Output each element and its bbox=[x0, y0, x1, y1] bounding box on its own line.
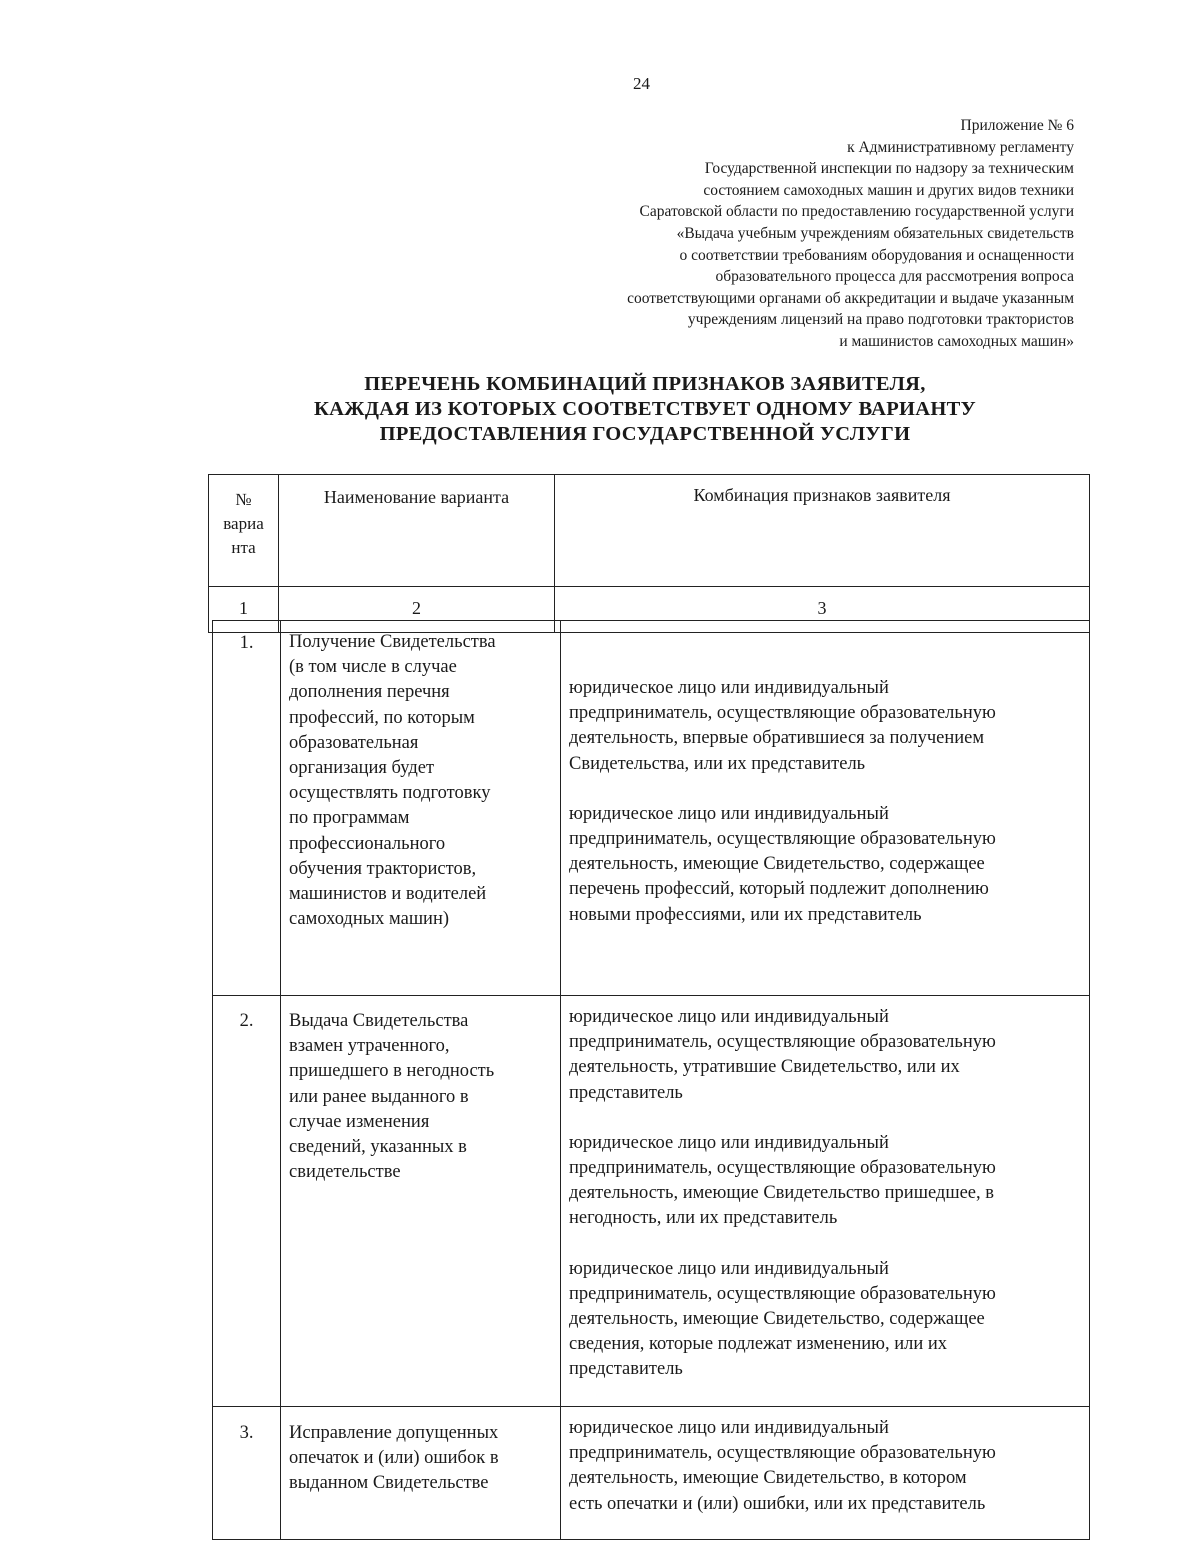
combination-line: Свидетельства, или их представитель bbox=[569, 753, 866, 774]
combination-line: юридическое лицо или индивидуальный bbox=[569, 803, 889, 824]
variant-number: 2. bbox=[213, 996, 281, 1407]
combination-line: деятельность, имеющие Свидетельство пришедшее, в bbox=[569, 1183, 994, 1204]
combination-line: новыми профессиями, или их представитель bbox=[569, 904, 922, 925]
page-number: 24 bbox=[633, 74, 650, 93]
combination-line: сведения, которые подлежат изменению, или их bbox=[569, 1334, 948, 1355]
header-no-line: нта bbox=[231, 538, 256, 557]
name-line: обучения трактористов, bbox=[289, 858, 477, 879]
combination-line: деятельность, имеющие Свидетельство, в котором bbox=[569, 1468, 967, 1489]
applicant-combinations bbox=[561, 621, 1090, 996]
header-variant-number bbox=[209, 475, 279, 587]
name-line: свидетельстве bbox=[289, 1162, 401, 1183]
column-number: 3 bbox=[555, 587, 1090, 633]
name-line: по программам bbox=[289, 808, 410, 829]
applicant-combinations bbox=[561, 1407, 1090, 1540]
combination-line: перечень профессий, который подлежит дополнению bbox=[569, 879, 989, 900]
combination-line: деятельность, имеющие Свидетельство, содержащее bbox=[569, 1309, 985, 1330]
name-line: или ранее выданного в bbox=[289, 1086, 469, 1107]
table-row bbox=[213, 1407, 1090, 1540]
combination-line: предприниматель, осуществляющие образовательную bbox=[569, 1158, 996, 1179]
name-line: организация будет bbox=[289, 758, 435, 779]
applicant-combinations bbox=[561, 996, 1090, 1407]
combination-line: предприниматель, осуществляющие образовательную bbox=[569, 703, 996, 724]
name-line: (в том числе в случае bbox=[289, 657, 457, 678]
appendix-line: Приложение № 6 bbox=[960, 117, 1074, 134]
name-line: случае изменения bbox=[289, 1111, 430, 1132]
combination-line: представитель bbox=[569, 1082, 683, 1103]
appendix-line: соответствующими органами об аккредитации и выдаче указанным bbox=[627, 289, 1074, 307]
combination-line: предприниматель, осуществляющие образовательную bbox=[569, 1283, 996, 1304]
variant-name bbox=[281, 1407, 561, 1540]
name-line: сведений, указанных в bbox=[289, 1137, 467, 1158]
appendix-line: о соответствии требованиям оборудования и оснащенности bbox=[679, 246, 1074, 264]
table-row bbox=[213, 996, 1090, 1407]
name-line: Исправление допущенных bbox=[289, 1423, 499, 1443]
variant-number: 3. bbox=[213, 1407, 281, 1540]
combination-line: юридическое лицо или индивидуальный bbox=[569, 1132, 889, 1153]
combination-line: юридическое лицо или индивидуальный bbox=[569, 678, 889, 698]
name-line: Выдача Свидетельства bbox=[289, 1011, 469, 1031]
combination-line: предприниматель, осуществляющие образовательную bbox=[569, 1032, 996, 1053]
name-line: опечаток и (или) ошибок в bbox=[289, 1448, 499, 1469]
combination-line: юридическое лицо или индивидуальный bbox=[569, 1418, 889, 1438]
name-line: самоходных машин) bbox=[289, 909, 450, 930]
header-row bbox=[209, 475, 1090, 587]
appendix-line: состоянием самоходных машин и других видов техники bbox=[703, 181, 1074, 199]
combination-line: негодность, или их представитель bbox=[569, 1208, 838, 1229]
combination-line: деятельность, утратившие Свидетельство, или их bbox=[569, 1057, 960, 1078]
appendix-reference bbox=[454, 115, 1074, 353]
title-line: ПЕРЕЧЕНЬ КОМБИНАЦИЙ ПРИЗНАКОВ ЗАЯВИТЕЛЯ, bbox=[364, 373, 926, 395]
appendix-line: учреждениям лицензий на право подготовки трактористов bbox=[687, 311, 1074, 329]
document-title bbox=[0, 372, 1200, 447]
combination-item bbox=[569, 1257, 1083, 1383]
combination-line: деятельность, впервые обратившиеся за получением bbox=[569, 728, 985, 749]
name-line: выданном Свидетельстве bbox=[289, 1473, 489, 1494]
appendix-line: Саратовской области по предоставлению государственной услуги bbox=[639, 203, 1074, 221]
name-line: пришедшего в негодность bbox=[289, 1061, 495, 1082]
appendix-line: и машинистов самоходных машин» bbox=[839, 332, 1074, 350]
title-line: ПРЕДОСТАВЛЕНИЯ ГОСУДАРСТВЕННОЙ УСЛУГИ bbox=[379, 423, 911, 445]
name-line: профессий, по которым bbox=[289, 707, 475, 728]
title-line: КАЖДАЯ ИЗ КОТОРЫХ СООТВЕТСТВУЕТ ОДНОМУ ВАРИАНТУ bbox=[314, 398, 976, 420]
name-line: осуществлять подготовку bbox=[289, 783, 491, 804]
variant-name bbox=[281, 621, 561, 996]
combination-line: юридическое лицо или индивидуальный bbox=[569, 1007, 889, 1027]
column-number: 1 bbox=[209, 587, 279, 633]
combination-item bbox=[569, 1131, 1083, 1232]
table-header bbox=[208, 474, 1090, 633]
header-no-line: вариа bbox=[223, 514, 264, 533]
combination-item bbox=[569, 802, 1083, 928]
combination-line: есть опечатки и (или) ошибки, или их представитель bbox=[569, 1493, 986, 1514]
combination-line: юридическое лицо или индивидуальный bbox=[569, 1258, 889, 1279]
name-line: взамен утраченного, bbox=[289, 1036, 450, 1057]
combination-line: деятельность, имеющие Свидетельство, содержащее bbox=[569, 854, 985, 875]
variants-table bbox=[212, 620, 1090, 1540]
column-number: 2 bbox=[279, 587, 555, 633]
appendix-line: «Выдача учебным учреждениям обязательных свидетельств bbox=[676, 224, 1074, 242]
combination-line: предприниматель, осуществляющие образовательную bbox=[569, 829, 996, 850]
appendix-line: к Административному регламенту bbox=[847, 138, 1074, 156]
name-line: профессионального bbox=[289, 833, 446, 854]
combination-item bbox=[569, 1416, 1083, 1517]
combination-item bbox=[569, 1005, 1083, 1106]
combination-line: представитель bbox=[569, 1359, 683, 1380]
header-combination: Комбинация признаков заявителя bbox=[555, 475, 1090, 587]
table-row bbox=[213, 621, 1090, 996]
combination-line: предприниматель, осуществляющие образовательную bbox=[569, 1443, 996, 1464]
name-line: машинистов и водителей bbox=[289, 884, 487, 905]
header-no-line: № bbox=[235, 490, 252, 509]
name-line: образовательная bbox=[289, 732, 419, 753]
header-variant-name: Наименование варианта bbox=[279, 475, 555, 587]
variant-name bbox=[281, 996, 561, 1407]
name-line: дополнения перечня bbox=[289, 682, 450, 703]
appendix-line: Государственной инспекции по надзору за техническим bbox=[704, 160, 1074, 178]
appendix-line: образовательного процесса для рассмотрения вопроса bbox=[715, 268, 1074, 286]
variant-number: 1. bbox=[213, 621, 281, 996]
name-line: Получение Свидетельства bbox=[289, 632, 496, 652]
combination-item bbox=[569, 676, 1083, 777]
